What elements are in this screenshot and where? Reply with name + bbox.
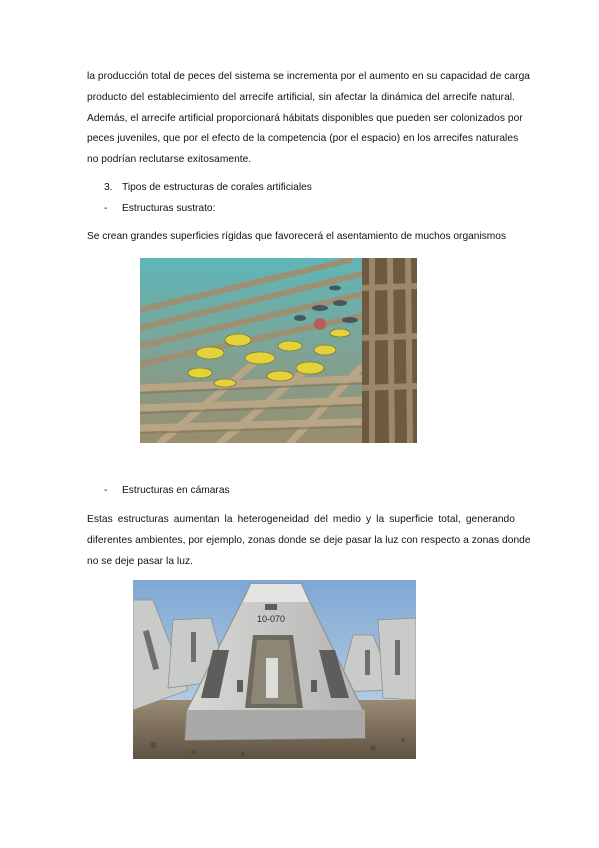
paragraph-line: la producción total de peces del sistema se incrementa por el aumento en su capacidad de carga bbox=[87, 71, 531, 82]
intro-paragraph bbox=[87, 67, 531, 171]
section-number: 3. bbox=[104, 182, 113, 193]
list-item-text: Estructuras en cámaras bbox=[122, 485, 230, 496]
module-marking: 10-070 bbox=[257, 614, 286, 624]
paragraph-line: no se deje pasar la luz. bbox=[87, 555, 193, 567]
paragraph-line: Estas estructuras aumentan la heterogeneidad del medio y la superficie total, generando bbox=[87, 514, 515, 525]
list-marker: - bbox=[104, 203, 108, 214]
paragraph-line: producto del establecimiento del arrecife artificial, sin afectar la dinámica del arrecife natural. bbox=[87, 91, 515, 103]
reef-chamber-photo bbox=[133, 580, 416, 759]
paragraph-line: no podrían reclutarse exitosamente. bbox=[87, 154, 252, 166]
paragraph-line: diferentes ambientes, por ejemplo, zonas donde se deje pasar la luz con respecto a zonas donde bbox=[87, 534, 531, 546]
reef-substrate-photo bbox=[140, 258, 417, 443]
reef-chamber-illustration bbox=[133, 580, 416, 759]
paragraph-line: Además, el arrecife artificial proporcionará hábitats disponibles que pueden ser colonizados por bbox=[87, 112, 523, 124]
list-item-camaras bbox=[104, 484, 230, 498]
reef-substrate-illustration bbox=[140, 258, 417, 443]
list-item-sustrato bbox=[104, 202, 215, 216]
paragraph-line: peces juveniles, que por el efecto de la competencia (por el espacio) en los arrecifes naturales bbox=[87, 133, 519, 145]
section-heading bbox=[104, 181, 312, 195]
camaras-paragraph bbox=[87, 510, 531, 572]
section-title: Tipos de estructuras de corales artificiales bbox=[122, 182, 312, 193]
sustrato-description: Se crean grandes superficies rígidas que favorecerá el asentamiento de muchos organismos bbox=[87, 231, 507, 242]
list-item-text: Estructuras sustrato: bbox=[122, 203, 216, 214]
list-marker: - bbox=[104, 485, 108, 496]
